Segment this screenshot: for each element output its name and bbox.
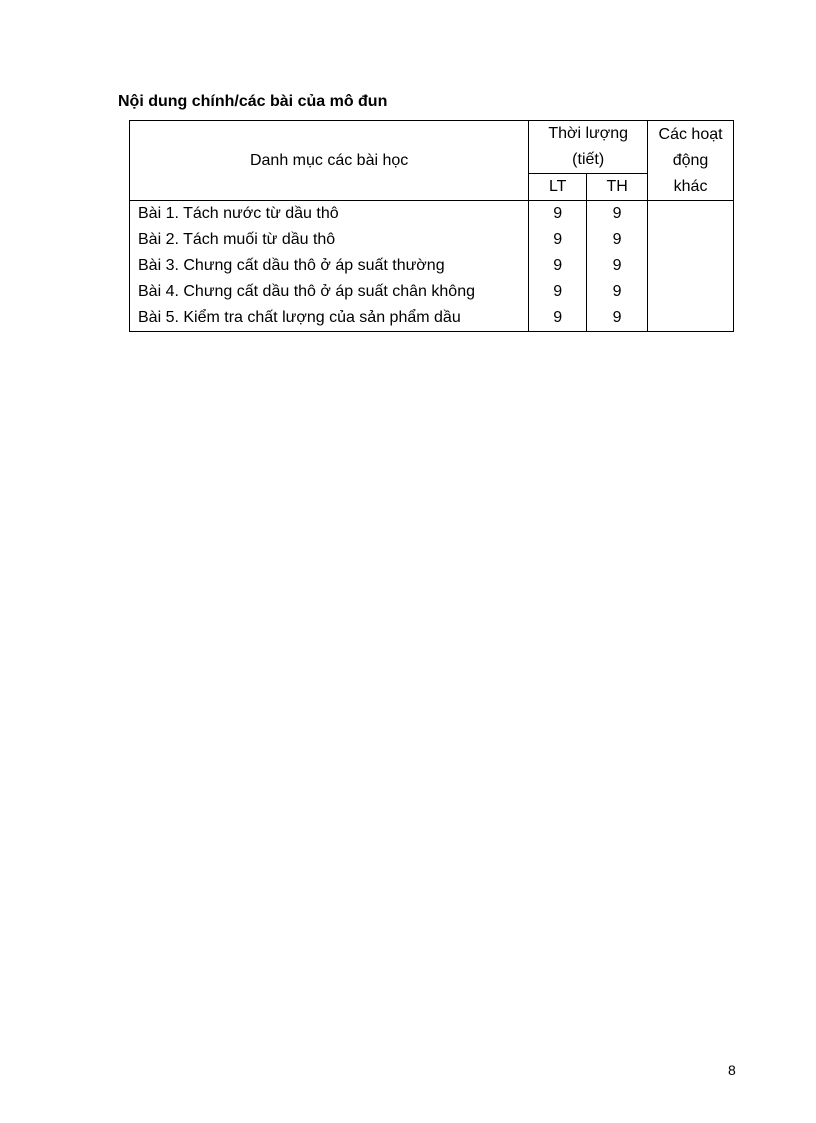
lesson-th: 9 [587, 201, 648, 228]
header-lt: LT [529, 174, 587, 201]
lesson-th: 9 [587, 227, 648, 253]
lesson-name: Bài 2. Tách muối từ dầu thô [130, 227, 529, 253]
page-number: 8 [728, 1062, 736, 1078]
lesson-th: 9 [587, 253, 648, 279]
header-other-line3: khác [673, 177, 708, 195]
lesson-name: Bài 1. Tách nước từ dầu thô [130, 201, 529, 228]
header-other-activities [648, 121, 734, 201]
lesson-th: 9 [587, 305, 648, 332]
lesson-other-cell [648, 201, 734, 332]
table-row [130, 201, 734, 228]
lesson-lt: 9 [529, 305, 587, 332]
lesson-name: Bài 4. Chưng cất dầu thô ở áp suất chân không [130, 279, 529, 305]
module-lessons-table [129, 120, 734, 332]
header-duration-line2: (tiết) [572, 151, 605, 168]
table-row [130, 253, 734, 279]
header-other-line1: Các hoạt [658, 125, 723, 143]
header-th: TH [587, 174, 648, 201]
lesson-lt: 9 [529, 227, 587, 253]
lesson-lt: 9 [529, 201, 587, 228]
lesson-name: Bài 3. Chưng cất dầu thô ở áp suất thường [130, 253, 529, 279]
header-duration-line1: Thời lượng [548, 125, 629, 142]
header-lesson-list: Danh mục các bài học [130, 121, 529, 201]
header-other-line2: động [672, 151, 709, 169]
section-heading: Nội dung chính/các bài của mô đun [118, 93, 388, 110]
lesson-name: Bài 5. Kiểm tra chất lượng của sản phẩm dầu [130, 305, 529, 332]
table-row [130, 305, 734, 332]
lesson-lt: 9 [529, 279, 587, 305]
lesson-th: 9 [587, 279, 648, 305]
lesson-lt: 9 [529, 253, 587, 279]
header-duration [529, 121, 648, 174]
table-row [130, 279, 734, 305]
table-row [130, 227, 734, 253]
